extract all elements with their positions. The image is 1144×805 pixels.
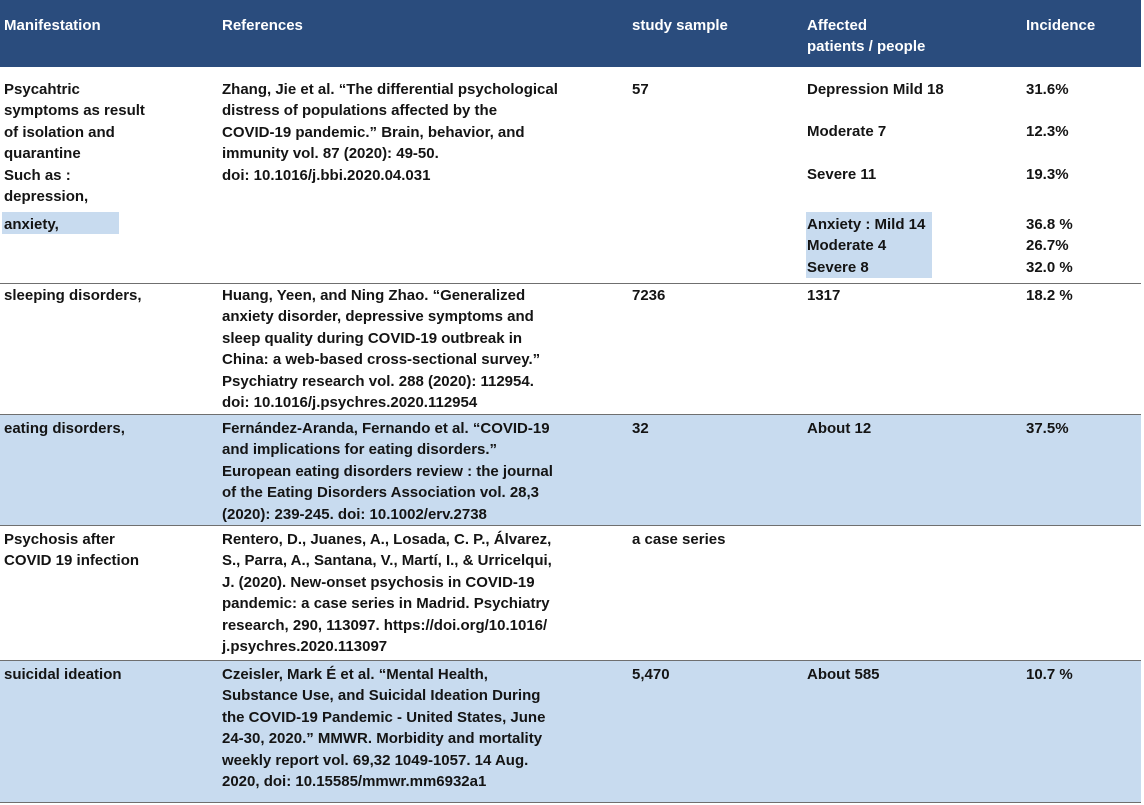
incidence-cell: 10.7 % (1026, 666, 1073, 683)
header-manifestation: Manifestation (4, 17, 101, 34)
header-incidence: Incidence (1026, 17, 1096, 34)
manifestation-cell (4, 529, 139, 572)
cell-line: distress of populations affected by the (222, 102, 498, 120)
cell-line: doi: 10.1016/j.bbi.2020.04.031 (222, 166, 431, 184)
cell-line: quarantine (4, 145, 81, 163)
table-row (0, 67, 1141, 283)
reference-cell (222, 664, 545, 792)
table-row (0, 415, 1141, 525)
sample-cell: a case series (632, 531, 726, 548)
cell-line: of isolation and (4, 123, 115, 141)
reference-cell (222, 79, 558, 186)
incidence-anxiety-mild: 36.8 % (1026, 216, 1073, 233)
table-row (0, 661, 1141, 802)
sample-cell: 5,470 (632, 666, 670, 683)
table-row (0, 526, 1141, 660)
incidence-depression-moderate: 12.3% (1026, 123, 1069, 140)
affected-anxiety-severe: Severe 8 (807, 259, 869, 276)
cell-line: COVID-19 pandemic.” Brain, behavior, and (222, 123, 525, 141)
incidence-cell: 37.5% (1026, 420, 1069, 437)
cell-line: J. (2020). New-onset psychosis in COVID-19 (222, 573, 535, 591)
sample-cell: 32 (632, 420, 649, 437)
cell-line: 2020, doi: 10.15585/mmwr.mm6932a1 (222, 773, 487, 791)
cell-line: weekly report vol. 69,32 1049-1057. 14 Aug. (222, 751, 529, 769)
cell-line: Fernández-Aranda, Fernando et al. “COVID-19 (222, 420, 550, 437)
cell-line: immunity vol. 87 (2020): 49-50. (222, 145, 439, 163)
incidence-cell: 18.2 % (1026, 287, 1073, 304)
sample-cell: 7236 (632, 287, 666, 304)
cell-line: the COVID-19 Pandemic - United States, June (222, 708, 546, 726)
manifestation-cell: sleeping disorders, (4, 287, 142, 304)
manifestation-cell: eating disorders, (4, 420, 125, 437)
reference-cell (222, 529, 552, 657)
incidence-depression-mild: 31.6% (1026, 81, 1069, 98)
affected-cell: About 585 (807, 666, 880, 683)
affected-depression-severe: Severe 11 (807, 166, 877, 183)
cell-line: doi: 10.1016/j.psychres.2020.112954 (222, 394, 478, 412)
cell-line: depression, (4, 188, 89, 206)
header-affected-line2: patients / people (807, 38, 926, 55)
cell-line: of the Eating Disorders Association vol. 28,3 (222, 484, 540, 502)
cell-line: S., Parra, A., Santana, V., Martí, I., & Urricelqui, (222, 552, 552, 570)
cell-line: China: a web-based cross-sectional survey.” (222, 351, 541, 369)
manifestation-cell (4, 79, 145, 207)
affected-cell: 1317 (807, 287, 841, 304)
cell-line: Huang, Yeen, and Ning Zhao. “Generalized (222, 287, 526, 304)
cell-line: Zhang, Jie et al. “The differential psychological (222, 81, 558, 98)
cell-line: Czeisler, Mark É et al. “Mental Health, (222, 666, 488, 683)
cell-line: pandemic: a case series in Madrid. Psychiatry (222, 595, 550, 613)
sample-cell: 57 (632, 81, 649, 98)
cell-line: Such as : (4, 166, 71, 184)
affected-depression-moderate: Moderate 7 (807, 123, 887, 140)
header-study-sample: study sample (632, 17, 728, 34)
row-separator (0, 802, 1141, 803)
manifestation-cell: suicidal ideation (4, 666, 122, 683)
cell-line: and implications for eating disorders.” (222, 441, 498, 459)
affected-anxiety-mild: Anxiety : Mild 14 (807, 216, 926, 233)
cell-line: Psychosis after (4, 531, 115, 548)
cell-line: Substance Use, and Suicidal Ideation During (222, 687, 541, 705)
cell-line: j.psychres.2020.113097 (222, 638, 388, 656)
cell-line: Psycahtric (4, 81, 80, 98)
cell-line: research, 290, 113097. https://doi.org/10.1016/ (222, 616, 548, 634)
affected-depression-mild: Depression Mild 18 (807, 81, 944, 98)
cell-line: Psychiatry research vol. 288 (2020): 112954. (222, 372, 534, 390)
affected-anxiety-moderate: Moderate 4 (807, 237, 887, 254)
cell-line: sleep quality during COVID-19 outbreak in (222, 329, 523, 347)
cell-line: COVID 19 infection (4, 552, 140, 570)
incidence-anxiety-severe: 32.0 % (1026, 259, 1073, 276)
reference-cell (222, 285, 540, 413)
cell-line: 24-30, 2020.” MMWR. Morbidity and mortality (222, 730, 543, 748)
incidence-anxiety-moderate: 26.7% (1026, 237, 1069, 254)
manifestation-highlight: anxiety, (4, 216, 59, 233)
incidence-depression-severe: 19.3% (1026, 166, 1069, 183)
header-references: References (222, 17, 303, 34)
cell-line: European eating disorders review : the journal (222, 462, 553, 480)
table-row (0, 284, 1141, 414)
header-affected (807, 15, 925, 57)
header-affected-line1: Affected (807, 17, 868, 34)
affected-cell: About 12 (807, 420, 872, 437)
table-header (0, 0, 1141, 67)
cell-line: symptoms as result (4, 102, 145, 120)
reference-cell (222, 418, 553, 525)
cell-line: Rentero, D., Juanes, A., Losada, C. P., Álvarez, (222, 531, 552, 548)
cell-line: anxiety disorder, depressive symptoms and (222, 308, 534, 326)
cell-line: (2020): 239-245. doi: 10.1002/erv.2738 (222, 505, 487, 523)
